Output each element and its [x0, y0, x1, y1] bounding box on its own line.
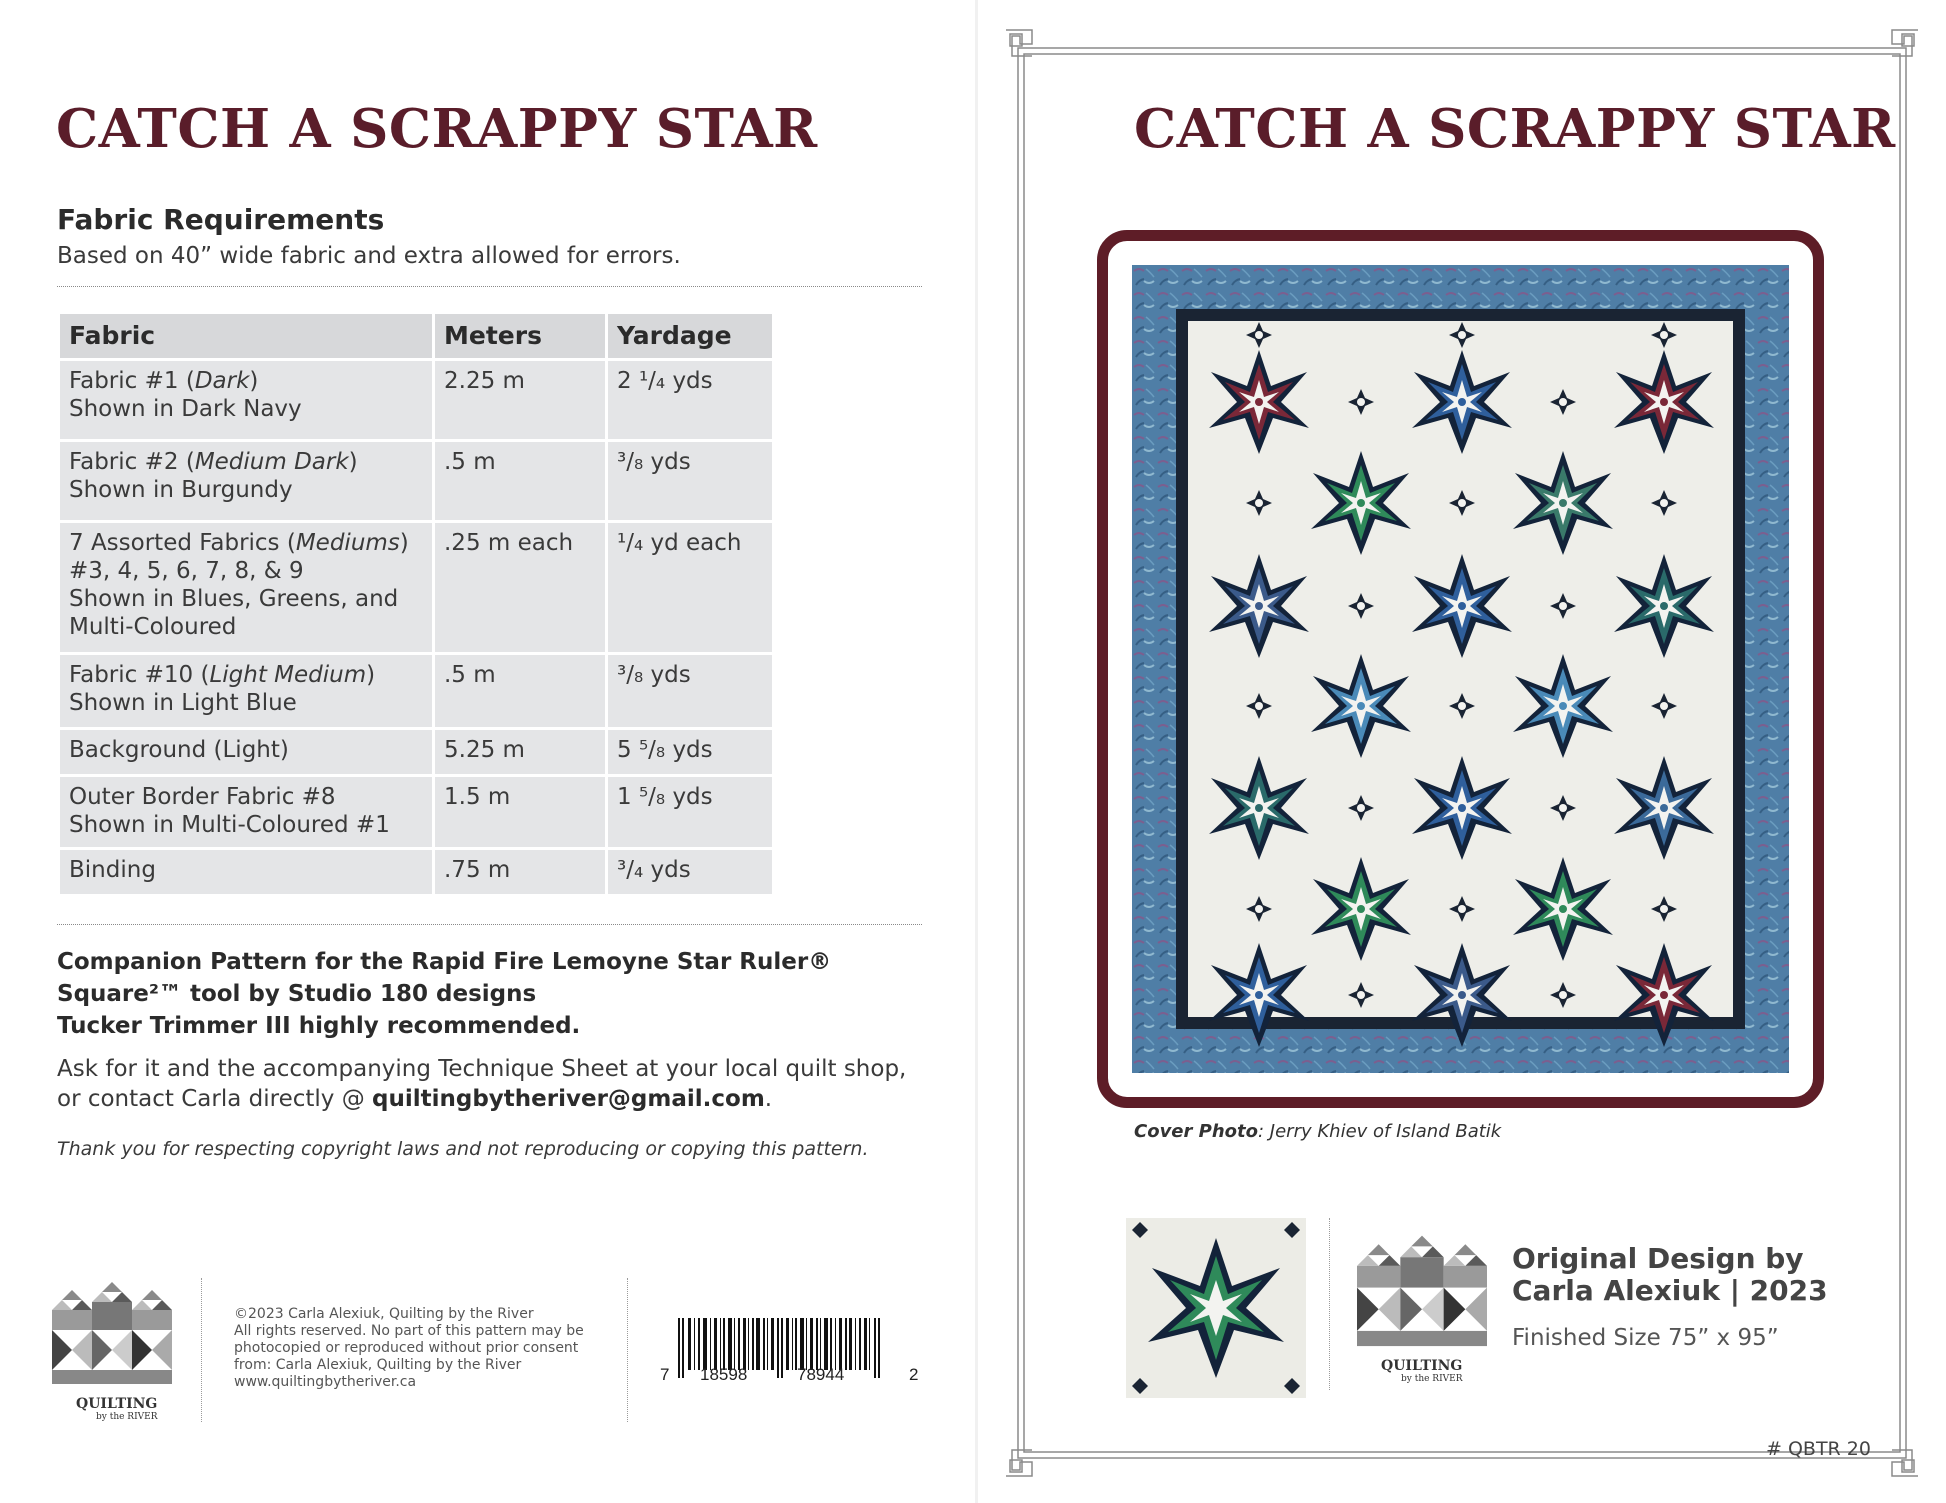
barcode	[660, 1308, 920, 1388]
pattern-code: # QBTR 20	[1766, 1438, 1871, 1460]
yardage-cell: 2 ¹/₄ yds	[608, 361, 772, 439]
yardage-cell: ³/₈ yds	[608, 442, 772, 520]
column-header-yardage: Yardage	[608, 314, 772, 358]
table-row	[60, 655, 772, 727]
yardage-cell: 5 ⁵/₈ yds	[608, 730, 772, 774]
divider	[201, 1278, 202, 1422]
yardage-cell: ¹/₄ yd each	[608, 523, 772, 652]
cover-title: CATCH A SCRAPPY STAR	[1134, 98, 1896, 160]
finished-size: Finished Size 75” x 95”	[1512, 1325, 1779, 1351]
meters-cell: 1.5 m	[435, 777, 605, 847]
fabric-cell: Outer Border Fabric #8 Shown in Multi-Coloured #1	[60, 777, 432, 847]
column-header-meters: Meters	[435, 314, 605, 358]
table-row	[60, 850, 772, 894]
triangles-logo-icon	[52, 1280, 172, 1390]
meters-cell: .75 m	[435, 850, 605, 894]
divider	[627, 1278, 628, 1422]
contact-paragraph: Ask for it and the accompanying Technique Sheet at your local quilt shop, or contact Carla directly @ quiltingbytheriver@gmail.com.	[57, 1056, 907, 1112]
table-header-row	[60, 314, 772, 358]
triangles-logo-icon	[1357, 1232, 1487, 1354]
legal-notice: ©2023 Carla Alexiuk, Quilting by the River All rights reserved. No part of this pattern may be photocopied or reproduced without prior consent from: Carla Alexiuk, Quilting by the River www.quiltingbytheriver.ca	[234, 1306, 614, 1391]
fabric-cell: Background (Light)	[60, 730, 432, 774]
fabric-requirements-subtitle: Based on 40” wide fabric and extra allowed for errors.	[57, 243, 681, 269]
table-row	[60, 523, 772, 652]
meters-cell: .25 m each	[435, 523, 605, 652]
yardage-cell: 1 ⁵/₈ yds	[608, 777, 772, 847]
divider	[1329, 1218, 1330, 1390]
left-page: CATCH A SCRAPPY STAR Fabric Requirements Based on 40” wide fabric and extra allowed for errors. Fabric Meters Yardage Fabric #1 (Dark) Shown in Dark Navy 2.25 m 2 ¹/₄ yds Fabric #2 (Medium Dark) Shown in Burgundy .5 m ³/₈ yds 7 Assorted Fabrics (Mediums) #3, 4, 5, 6, 7, 8, & 9 Shown in Blues, Greens, and Multi-Coloured .25 m each ¹/₄ yd each Fabric #10 (Light Medium) Shown in Light Blue .5 m ³/₈ yds Background (Light) 5.25 m 5 ⁵/₈ yds Outer Border Fabric #8 Shown in Multi-Coloured #1 1.5 m 1 ⁵/₈ yds Binding .75 m ³/₄ yds Companion Pattern for the Rapid Fire Lemoyne Star Ruler® Square²™ tool by Studio 180 designs Tucker Trimmer III highly recommended. Ask for it and the accompanying Technique Sheet at your local quilt shop, or contact Carla directly @ quiltingbytheriver@gmail.com. Thank you for respecting copyright laws and not reproducing or copying this pattern. QUILTING by the RIVER ©2023 Carla Alexiuk, Quilting by the River All rights reserved. No part of this pattern may be photocopied or reproduced without prior consent from: Carla Alexiuk, Quilting by the River www.quiltingbytheriver.ca 7 18598 78944 2	[0, 0, 975, 1503]
quilt-photo-frame	[1097, 230, 1824, 1108]
meters-cell: 5.25 m	[435, 730, 605, 774]
meters-cell: .5 m	[435, 655, 605, 727]
website-link[interactable]: www.quiltingbytheriver.ca	[234, 1374, 417, 1390]
fabric-cell: 7 Assorted Fabrics (Mediums) #3, 4, 5, 6, 7, 8, & 9 Shown in Blues, Greens, and Multi-Coloured	[60, 523, 432, 652]
column-header-fabric: Fabric	[60, 314, 432, 358]
fabric-cell: Fabric #1 (Dark) Shown in Dark Navy	[60, 361, 432, 439]
contact-email[interactable]: quiltingbytheriver@gmail.com	[372, 1086, 765, 1112]
quilt-block-photo	[1126, 1218, 1306, 1398]
fabric-cell: Binding	[60, 850, 432, 894]
fabric-table	[57, 311, 775, 897]
fabric-requirements-heading: Fabric Requirements	[57, 203, 385, 236]
cover-photo-credit: Cover Photo: Jerry Khiev of Island Batik	[1134, 1121, 1502, 1142]
page-title: CATCH A SCRAPPY STAR	[56, 98, 818, 160]
divider	[57, 286, 922, 287]
divider	[57, 924, 922, 925]
designer-credit: Original Design by Carla Alexiuk | 2023	[1512, 1242, 1828, 1307]
companion-pattern-note: Companion Pattern for the Rapid Fire Lemoyne Star Ruler® Square²™ tool by Studio 180 designs Tucker Trimmer III highly recommended.	[57, 949, 832, 1039]
quilt-photo	[1132, 265, 1789, 1073]
yardage-cell: ³/₈ yds	[608, 655, 772, 727]
table-row	[60, 361, 772, 439]
table-row	[60, 442, 772, 520]
meters-cell: 2.25 m	[435, 361, 605, 439]
quilting-by-the-river-logo: QUILTING by the RIVER	[1357, 1232, 1487, 1392]
fabric-cell: Fabric #2 (Medium Dark) Shown in Burgundy	[60, 442, 432, 520]
meters-cell: .5 m	[435, 442, 605, 520]
yardage-cell: ³/₄ yds	[608, 850, 772, 894]
fabric-cell: Fabric #10 (Light Medium) Shown in Light Blue	[60, 655, 432, 727]
right-page	[978, 0, 1946, 1503]
quilting-by-the-river-logo: QUILTING by the RIVER	[52, 1280, 172, 1430]
table-row	[60, 730, 772, 774]
copyright-note: Thank you for respecting copyright laws and not reproducing or copying this pattern.	[57, 1138, 869, 1160]
table-row	[60, 777, 772, 847]
